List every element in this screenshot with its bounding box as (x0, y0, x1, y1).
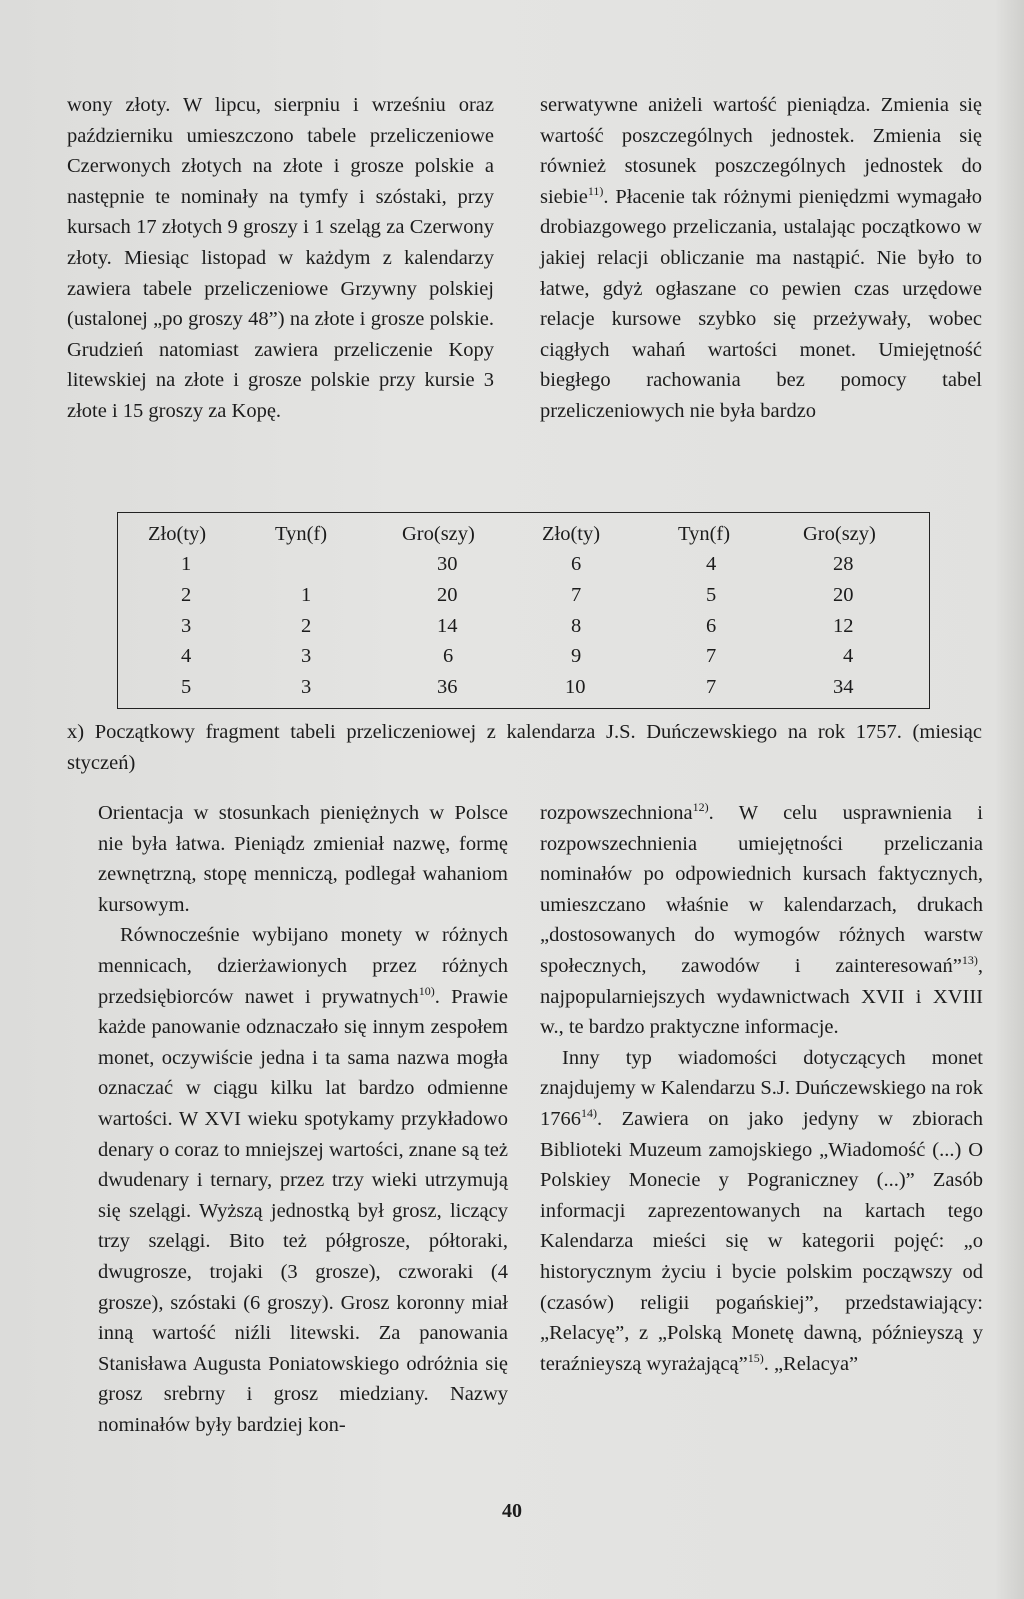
column-header: Tyn(f) (275, 522, 328, 545)
table-cell: 3 (301, 645, 312, 668)
table-row (118, 641, 929, 672)
table-cell: 6 (706, 614, 717, 637)
text-column-top-right (540, 90, 982, 427)
footnote-ref: 13) (961, 953, 978, 968)
text-column-bottom-left (98, 798, 508, 1440)
table-cell: 6 (443, 645, 454, 668)
page-edge-shadow (996, 0, 1024, 1599)
footnote-ref: 14) (581, 1106, 597, 1121)
text-run: Inny typ wiadomości dotyczących monet znajdujemy w Kalendarzu S.J. Duńczewskiego na rok 1766 (540, 1046, 983, 1130)
table-cell: 7 (706, 675, 717, 698)
conversion-table (118, 519, 929, 703)
text-column-bottom-right (540, 798, 983, 1379)
table-cell: 8 (571, 614, 582, 637)
footnote-ref: 15) (747, 1350, 764, 1365)
footnote-ref: 11) (587, 183, 604, 198)
table-header-row (118, 519, 929, 550)
table-cell: 34 (833, 675, 854, 698)
table-cell: 2 (181, 583, 192, 606)
text-run: serwatywne aniżeli wartość pieniądza. Zmienia się wartość poszczególnych jednostek. Zmienia się również stosunek poszczególnych jednostek do siebie (540, 94, 982, 208)
table-cell: 4 (181, 645, 192, 668)
column-header: Zło(ty) (542, 522, 601, 545)
text-run: . Prawie każde panowanie odznaczało się innym zespołem monet, oczywiście jedna i ta sama nazwa mogła oznaczać w ciągu kilku lat bardzo odmienne wartości. W XVI wieku spotykamy przykładowo denary o coraz to mniejszej wartości, znane są też dwudenary i ternary, przez trzy wieki utrzymują się szelągi. Wyższą jednostką był grosz, liczący trzy szelągi. Bito też półgrosze, półtoraki, dwugrosze, trojaki (3 grosze), czworaki (4 grosze), szóstaki (6 groszy). Grosz koronny miał inną wartość niźli litewski. Za panowania Stanisława Augusta Poniatowskiego odróżnia się grosz srebrny i grosz miedziany. Nazwy nominałów były bardziej kon- (98, 985, 508, 1436)
paragraph: wony złoty. W lipcu, sierpniu i wrześniu oraz październiku umieszczono tabele przeliczeniowe Czerwonych złotych na złote i grosze polskie a następnie te nominały na tymfy i szóstaki, przy kursach 17 złotych 9 groszy i 1 szeląg za Czerwony złoty. Miesiąc listopad w każdym z kalendarzy zawiera tabele przeliczeniowe Grzywny polskiej (ustalonej „po groszy 48”) na złote i grosze polskie. Grudzień natomiast zawiera przeliczenie Kopy litewskiej na złote i grosze polskie przy kursie 3 złote i 15 groszy za Kopę. (67, 94, 494, 422)
paragraph (540, 798, 983, 1043)
footnote-ref: 12) (692, 800, 709, 815)
text-run: Równocześnie wybijano monety w różnych mennicach, dzierżawionych przez różnych przedsiębiorców nawet i prywatnych (98, 924, 508, 1008)
table-cell: 4 (843, 645, 854, 668)
table-cell: 20 (833, 583, 854, 606)
table-cell: 12 (833, 614, 854, 637)
paragraph (540, 1043, 983, 1380)
paragraph: Orientacja w stosunkach pieniężnych w Polsce nie była łatwa. Pieniądz zmieniał nazwę, formę zewnętrzną, stopę menniczą, podlegał wahaniom kursowym. (98, 802, 508, 916)
table-cell: 4 (706, 553, 717, 576)
table-cell: 3 (181, 614, 192, 637)
table-cell: 7 (571, 583, 582, 606)
table-row (118, 672, 929, 703)
text-column-top-left (67, 90, 494, 427)
table-row (118, 550, 929, 581)
table-cell (275, 550, 402, 581)
footnote-ref: 10) (418, 983, 435, 998)
column-header: Zło(ty) (148, 522, 207, 545)
text-run: , najpopularniejszych wydawnictwach XVII i XVIII w., te bardzo praktyczne informacje. (540, 954, 983, 1039)
table-cell: 1 (301, 583, 312, 606)
table-cell: 20 (437, 583, 458, 606)
table-cell: 30 (437, 553, 458, 576)
table-cell: 5 (706, 583, 717, 606)
table-cell: 9 (571, 645, 582, 668)
table-cell: 2 (301, 614, 312, 637)
table-cell: 28 (833, 553, 854, 576)
table-row (118, 611, 929, 642)
table-cell: 5 (181, 675, 192, 698)
conversion-table-box (117, 512, 930, 709)
table-cell: 3 (301, 675, 312, 698)
text-run: . W celu usprawnienia i rozpowszechnienia umiejętności przeliczania nominałów po odpowiednich kursach faktycznych, umieszczano właśnie w kalendarzach, drukach „dostosowanych do wymogów różnych warstw społecznych, zawodów i zainteresowań” (540, 802, 983, 977)
column-header: Gro(szy) (803, 522, 876, 545)
column-header: Tyn(f) (678, 522, 731, 545)
table-cell: 1 (181, 553, 192, 576)
paragraph (540, 90, 982, 427)
table-row (118, 580, 929, 611)
table-cell: 6 (571, 553, 582, 576)
text-run: . Płacenie tak różnymi pieniędzmi wymagało drobiazgowego przeliczania, ustalając początkowo w jakiej relacji obliczanie ma nastąpić. Nie było to łatwe, gdyż ogłaszane co pewien czas urzędowe relacje kursowe szybko się przeżywały, wobec ciągłych wahań wartości monet. Umiejętność biegłego rachowania bez pomocy tabel przeliczeniowych nie była bardzo (540, 185, 982, 422)
table-cell: 14 (437, 614, 458, 637)
table-cell: 7 (706, 645, 717, 668)
table-cell: 36 (437, 675, 458, 698)
table-caption: x) Początkowy fragment tabeli przeliczeniowej z kalendarza J.S. Duńczewskiego na rok 1757. (miesiąc styczeń) (67, 721, 982, 774)
text-run: rozpowszechniona (540, 802, 693, 824)
text-run: . „Relacya” (763, 1352, 859, 1375)
page-number: 40 (502, 1500, 522, 1522)
table-cell: 10 (565, 675, 586, 698)
paragraph (98, 920, 508, 1440)
column-header: Gro(szy) (402, 522, 475, 545)
text-run: . Zawiera on jako jedyny w zbiorach Biblioteki Muzeum zamojskiego „Wiadomość (...) O Polskiey Monecie y Pograniczney (...)” Zasób informacji zaprezentowanych na kartach tego Kalendarza mieści się w kategorii pojęć: „o historycznym życiu i bycie polskim począwszy od (czasów) religii pogańskiej”, przedstawiający: „Relacyę”, z „Polską Monetę dawną, późnieyszą y teraźnieyszą wyrażającą” (540, 1107, 983, 1375)
